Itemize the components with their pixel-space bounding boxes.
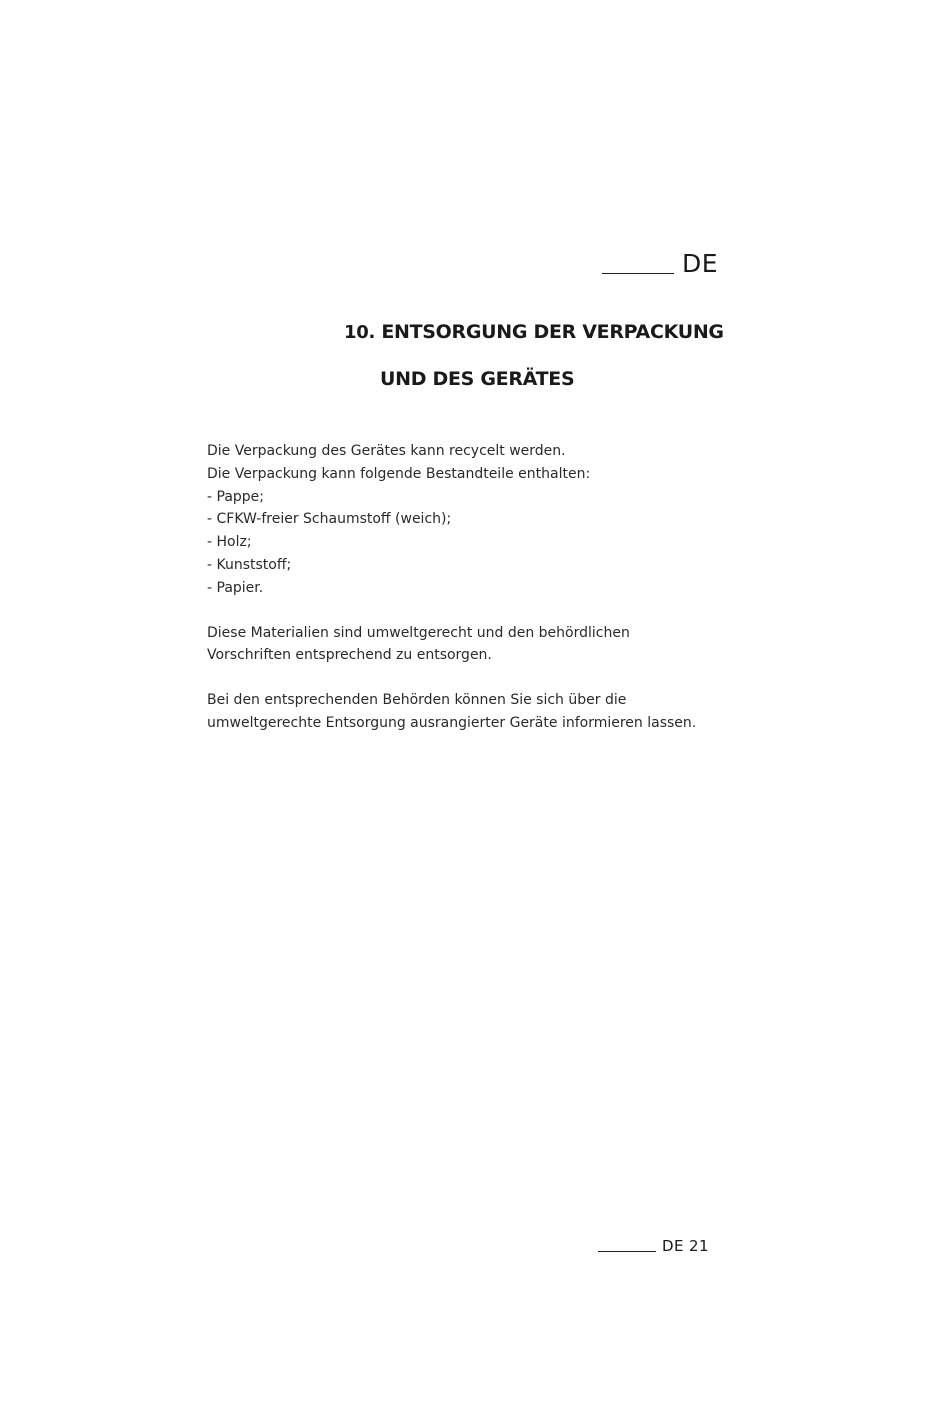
intro-line-1: Die Verpackung des Gerätes kann recycelt werden. <box>207 443 566 459</box>
heading-line-1 <box>344 320 724 345</box>
section-title-line-1: ENTSORGUNG DER VERPACKUNG <box>381 321 724 343</box>
material-item: - Papier. <box>207 579 264 596</box>
paragraph-gap <box>207 600 767 622</box>
page-number: DE 21 <box>662 1237 709 1255</box>
material-item: - Holz; <box>207 534 252 551</box>
paragraph-gap <box>207 667 767 689</box>
material-item: - Pappe; <box>207 488 264 505</box>
disposal-line-1: Diese Materialien sind umweltgerecht und den behördlichen <box>207 624 630 641</box>
disposal-line-2: Vorschriften entsprechend zu entsorgen. <box>207 647 492 664</box>
material-item: - Kunststoff; <box>207 556 292 573</box>
body-text <box>207 440 767 735</box>
section-heading <box>344 320 724 391</box>
language-code: DE <box>682 249 719 278</box>
material-item: - CFKW-freier Schaumstoff (weich); <box>207 511 452 528</box>
section-title-line-2: UND DES GERÄTES <box>380 368 575 390</box>
header-rule <box>602 273 674 274</box>
language-marker <box>602 250 718 278</box>
footer-rule <box>598 1251 656 1252</box>
page-footer <box>598 1236 709 1256</box>
authority-line-2: umweltgerechte Entsorgung ausrangierter Geräte informieren lassen. <box>207 714 697 731</box>
materials-list <box>207 486 767 600</box>
intro-line-2: Die Verpackung kann folgende Bestandteile enthalten: <box>207 465 591 482</box>
section-number: 10. <box>344 322 375 343</box>
authority-line-1: Bei den entsprechenden Behörden können Sie sich über die <box>207 692 627 709</box>
